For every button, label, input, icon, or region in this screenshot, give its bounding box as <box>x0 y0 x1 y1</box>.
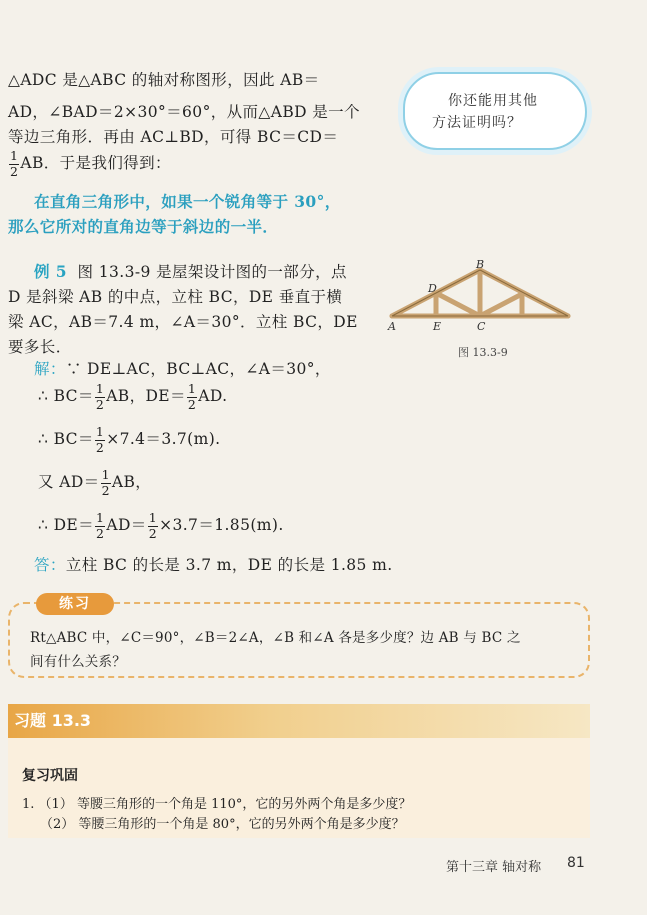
example-5-line-2: D 是斜梁 AB 的中点，立柱 BC，DE 垂直于横 <box>8 288 343 306</box>
exercise-q1-a: 1. （1） 等腰三角形的一个角是 110°，它的另外两个角是多少度？ <box>22 797 412 812</box>
intro-line-1: △ADC 是△ABC 的轴对称图形，因此 AB＝ <box>8 71 320 89</box>
intro-line-4 <box>8 150 171 178</box>
practice-line-2: 间有什么关系？ <box>30 654 126 670</box>
example-5-line-4: 要多长． <box>8 338 72 356</box>
answer-text: 立柱 BC 的长是 3.7 m，DE 的长是 1.85 m. <box>65 556 393 574</box>
thought-cloud <box>403 72 587 150</box>
truss-figure <box>386 258 576 338</box>
solution-line-2: ∴ BC＝ $\frac{1}{2}$ AB，DE＝ $\frac{1}{2}$ AD. <box>38 381 228 412</box>
exercise-header-title: 习题 13.3 <box>14 711 92 730</box>
label-b: B <box>476 258 485 271</box>
exercise-section-title: 复习巩固 <box>22 768 78 784</box>
theorem-line-1: 在直角三角形中，如果一个锐角等于 30°， <box>34 192 341 211</box>
intro-line-3: 等边三角形．再由 AC⊥BD，可得 BC＝CD＝ <box>8 128 339 146</box>
footer-chapter: 第十三章 轴对称 <box>446 860 542 875</box>
label-e: E <box>433 320 442 333</box>
solution-label: 解： <box>34 360 66 378</box>
solution-line-3: ∴ BC＝ $\frac{1}{2}$ ×7.4＝3.7(m). <box>38 424 221 455</box>
intro-line-2: AD，∠BAD＝2×30°＝60°，从而△ABD 是一个 <box>8 103 360 121</box>
example-5-line-3: 梁 AC，AB＝7.4 m，∠A＝30°．立柱 BC，DE <box>8 313 358 331</box>
solution-line-5: ∴ DE＝ $\frac{1}{2}$ AD＝ $\frac{1}{2}$ ×3.7＝1.85(m). <box>38 510 284 541</box>
practice-tag: 练习 <box>36 593 114 615</box>
answer-line <box>34 553 393 575</box>
theorem-line-2: 那么它所对的直角边等于斜边的一半． <box>8 217 279 236</box>
exercise-q1-b: （2） 等腰三角形的一个角是 80°，它的另外两个角是多少度？ <box>40 817 405 832</box>
solution-line-1-text: ∵ DE⊥AC，BC⊥AC，∠A＝30°， <box>65 360 331 378</box>
solution-line-4: 又 AD＝ $\frac{1}{2}$ AB， <box>38 467 152 498</box>
figure-caption: 图 13.3-9 <box>458 346 508 359</box>
brace-left <box>436 293 480 316</box>
cloud-line-2: 方法证明吗？ <box>432 115 522 131</box>
example-label: 例 5 <box>34 262 67 281</box>
exercise-header-band <box>8 704 590 738</box>
example-line-1-text: 图 13.3-9 是屋架设计图的一部分，点 <box>77 263 347 281</box>
example-5-line-1 <box>34 260 347 282</box>
practice-line-1: Rt△ABC 中，∠C＝90°，∠B＝2∠A，∠B 和∠A 各是多少度？边 AB 与 BC 之 <box>30 630 521 646</box>
label-d: D <box>428 282 437 295</box>
cloud-line-1: 你还能用其他 <box>448 93 538 109</box>
answer-label: 答： <box>34 556 66 574</box>
label-a: A <box>388 320 396 333</box>
intro-line-4-text: AB．于是我们得到： <box>20 154 171 172</box>
solution-line-1 <box>34 357 331 379</box>
brace-right <box>480 294 522 316</box>
footer-page-number: 81 <box>567 855 585 871</box>
fraction-half: $\frac{1}{2}$ <box>10 148 19 179</box>
label-c: C <box>477 320 486 333</box>
